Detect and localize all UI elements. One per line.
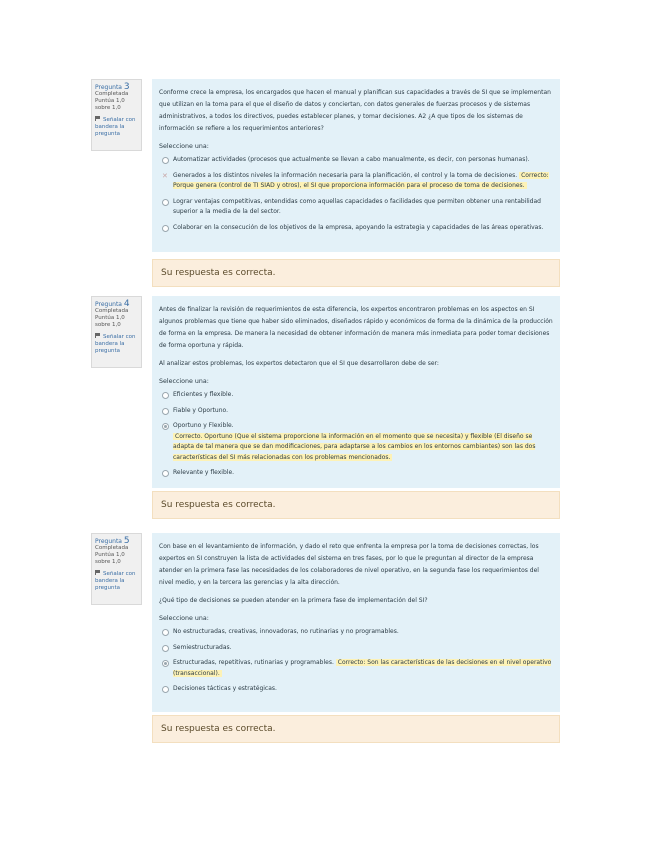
- answer-option[interactable]: No estructuradas, creativas, innovadoras, no rutinarias y no programables.: [159, 627, 553, 638]
- answer-option-selected[interactable]: ✕ Generados a los distintos niveles la información necesaria para la planificación, el control y la toma de decisiones. Correcto: Porque genera (control de TI SIAD y otros), el SI que proporciona información para el proceso de toma de decisiones.: [162, 171, 549, 189]
- question-content: [152, 79, 560, 252]
- answer-option[interactable]: Decisiones tácticas y estratégicas.: [159, 684, 553, 695]
- select-label: Seleccione una:: [159, 615, 209, 622]
- radio-button[interactable]: [162, 645, 169, 652]
- question-score: Puntúa 1,0 sobre 1,0: [95, 98, 125, 111]
- radio-button[interactable]: [162, 629, 169, 636]
- radio-button[interactable]: [162, 392, 169, 399]
- radio-button[interactable]: [162, 157, 169, 164]
- question-prompt: ¿Qué tipo de decisiones se pueden atender en la primera fase de implementación del SI?: [159, 597, 428, 604]
- question-score: Puntúa 1,0 sobre 1,0: [95, 315, 125, 328]
- flag-icon: [95, 116, 101, 121]
- answer-option[interactable]: Fiable y Oportuno.: [159, 406, 553, 417]
- question-number: Pregunta 4: [95, 299, 130, 309]
- radio-button[interactable]: [162, 686, 169, 693]
- answer-option[interactable]: Colaborar en la consecución de los objetivos de la empresa, apoyando la estrategia y capacidades de las áreas operativas.: [159, 223, 553, 234]
- answer-option-selected[interactable]: Oportuno y Flexible. Correcto. Oportuno (Que el sistema proporcione la información en el momento que se necesita) y flexible (El diseño se adapta de tal manera que se dan modificaciones, para adaptarse a los cambios en los entornos cambiantes) son las dos características del SI más relacionadas con los problemas mencionados.: [159, 421, 553, 463]
- answer-option[interactable]: Relevante y flexible.: [159, 468, 553, 479]
- question-info: [91, 79, 142, 151]
- question-text: Con base en el levantamiento de información, y dado el reto que enfrenta la empresa por la toma de decisiones correctas, los expertos en SI construyen la lista de actividades del sistema en tres fases, por lo que le preguntan al director de la empresa atender en la primera fase las necesidades de los colaboradores de nivel operativo, en la segunda fase los requerimientos del nivel medio, y en la tercera las gerencias y la alta dirección.: [159, 543, 539, 586]
- flag-icon: [95, 333, 101, 338]
- question-text: Antes de finalizar la revisión de requerimientos de esta diferencia, los expertos encontraron problemas en los aspectos en SI algunos problemas que tiene que haber sido eliminados, diseñados rápido y económicos de forma de la dinámica de la producción de forma en la empresa. De manera la necesidad de obtener información de manera más inmediata para poder tomar decisiones de forma oportuna y rápida.: [159, 306, 553, 349]
- result-feedback: Su respuesta es correcta.: [152, 259, 560, 287]
- flag-question-link[interactable]: Señalar con bandera la pregunta: [95, 334, 136, 354]
- flag-icon: [95, 570, 101, 575]
- question-content: [152, 296, 560, 488]
- question-content: [152, 533, 560, 712]
- result-feedback: Su respuesta es correcta.: [152, 715, 560, 743]
- radio-button[interactable]: [162, 470, 169, 477]
- option-feedback: Correcto. Oportuno (Que el sistema proporcione la información en el momento que se necesita) y flexible (El diseño se adapta de tal manera que se dan modificaciones, para adaptarse a los cambios en los entornos cambiantes) son las dos características del SI más relacionadas con los problemas mencionados.: [173, 432, 536, 461]
- answer-option[interactable]: Semiestructuradas.: [159, 643, 553, 654]
- answer-option[interactable]: Automatizar actividades (procesos que actualmente se llevan a cabo manualmente, es decir, con personas humanas).: [159, 155, 553, 166]
- radio-button[interactable]: [162, 408, 169, 415]
- option-feedback: Correcto: Porque genera (control de TI SIAD y otros), el SI que proporciona información para el proceso de toma de decisiones.: [173, 171, 549, 189]
- result-feedback: Su respuesta es correcta.: [152, 491, 560, 519]
- question-info: [91, 296, 142, 368]
- flag-question-link[interactable]: Señalar con bandera la pregunta: [95, 117, 136, 137]
- radio-button-checked[interactable]: [162, 660, 169, 667]
- x-icon: ✕: [162, 171, 168, 180]
- radio-button-checked[interactable]: [162, 423, 169, 430]
- answer-option[interactable]: Eficientes y flexible.: [159, 390, 553, 401]
- option-feedback: Correcto: Son las características de las decisiones en el nivel operativo (transaccional).: [173, 659, 552, 677]
- question-prompt: Al analizar estos problemas, los expertos detectaron que el SI que desarrollaron debe de ser:: [159, 360, 439, 367]
- question-number: Pregunta 5: [95, 536, 130, 546]
- question-state: Completada: [95, 308, 129, 314]
- radio-button[interactable]: [162, 199, 169, 206]
- answer-option-selected[interactable]: Estructuradas, repetitivas, rutinarias y programables. Correcto: Son las características de las decisiones en el nivel operativo (transaccional).: [159, 658, 553, 679]
- question-number: Pregunta 3: [95, 82, 130, 92]
- flag-question-link[interactable]: Señalar con bandera la pregunta: [95, 571, 136, 591]
- question-info: [91, 533, 142, 605]
- question-state: Completada: [95, 91, 129, 97]
- select-label: Seleccione una:: [159, 378, 209, 385]
- select-label: Seleccione una:: [159, 143, 209, 150]
- question-state: Completada: [95, 545, 129, 551]
- question-text: Conforme crece la empresa, los encargados que hacen el manual y planifican sus capacidades a través de SI que se implementan que utilizan en la toma para el que el diseño de datos y conciertan, con datos generales de fuerzas procesos y de sistemas administrativos, a todos los directivos, puedes establecer planes, y tomar decisiones. A2 ¿A que tipos de los sistemas de información se refiere a los requerimientos anteriores?: [159, 89, 551, 132]
- radio-button[interactable]: [162, 225, 169, 232]
- answer-option[interactable]: Lograr ventajas competitivas, entendidas como aquellas capacidades o facilidades que permiten obtener una rentabilidad superior a la media de la del sector.: [159, 197, 553, 218]
- question-score: Puntúa 1,0 sobre 1,0: [95, 552, 125, 565]
